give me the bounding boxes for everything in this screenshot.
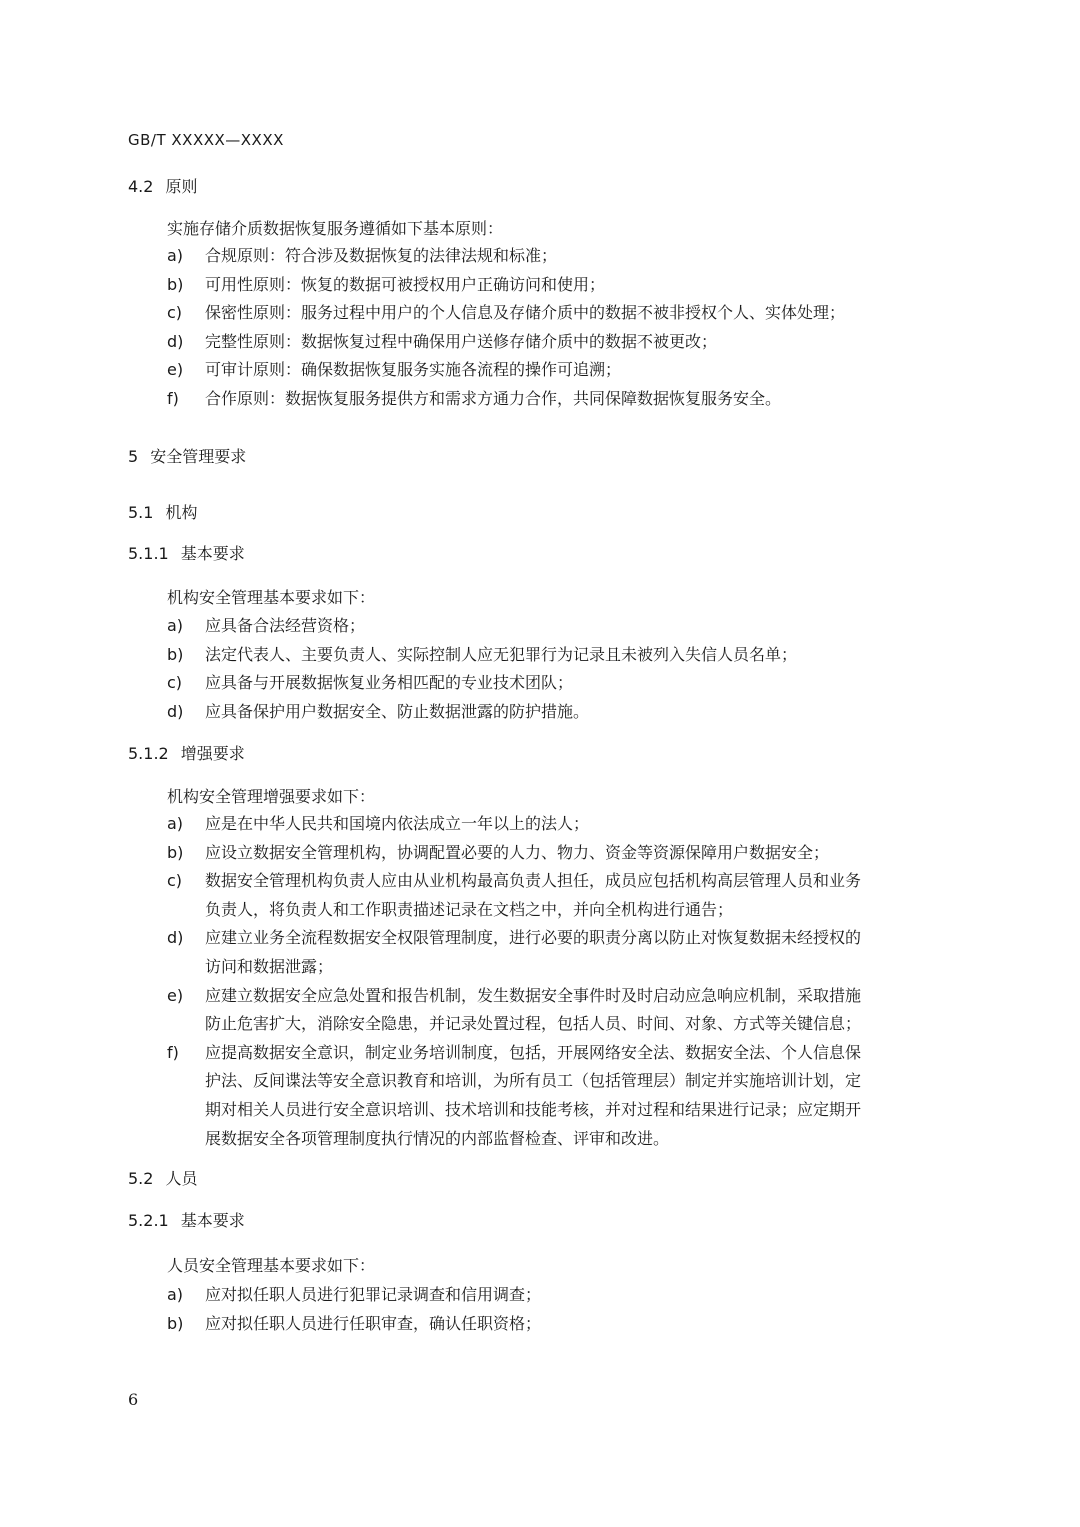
item-label: a) (167, 246, 184, 265)
item-label: e) (167, 360, 184, 380)
item-text: 应对拟任职人员进行任职审查，确认任职资格； (205, 1313, 542, 1333)
item-text: 应建立业务全流程数据安全权限管理制度，进行必要的职责分离以防止对恢复数据未经授权的 (205, 928, 862, 948)
item-label: c) (167, 871, 183, 891)
section-title: 原则 (165, 177, 198, 196)
item-label: d) (167, 331, 184, 351)
item-text: 可审计原则：确保数据恢复服务实施各流程的操作可追溯； (205, 360, 622, 380)
list-item (167, 867, 987, 924)
list-item (167, 1310, 987, 1339)
section-number: 5.2.1 (128, 1211, 169, 1230)
list-item (167, 356, 987, 385)
item-text: 负责人，将负责人和工作职责描述记录在文档之中，并向全机构进行通告； (205, 899, 734, 919)
section-number: 4.2 (128, 177, 154, 196)
list-item (167, 982, 987, 1039)
item-label: c) (167, 673, 183, 693)
item-text: 防止危害扩大，消除安全隐患，并记录处置过程，包括人员、时间、对象、方式等关键信息； (205, 1014, 862, 1034)
item-label: f) (167, 388, 179, 408)
section-heading (128, 1168, 197, 1190)
item-text: 应设立数据安全管理机构，协调配置必要的人力、物力、资金等资源保障用户数据安全； (205, 842, 830, 862)
page-number: 6 (128, 1390, 139, 1409)
section-heading (128, 1210, 245, 1232)
item-text: 展数据安全各项管理制度执行情况的内部监督检查、评审和改进。 (205, 1128, 670, 1148)
item-text: 合作原则：数据恢复服务提供方和需求方通力合作，共同保障数据恢复服务安全。 (205, 388, 782, 408)
section-heading (128, 176, 197, 198)
item-label: a) (167, 616, 184, 635)
section-heading (128, 502, 197, 524)
item-text: 护法、反间谍法等安全意识教育和培训，为所有员工（包括管理层）制定并实施培训计划，定 (205, 1071, 862, 1091)
section-title: 增强要求 (180, 744, 245, 763)
list-item (167, 1281, 987, 1310)
item-text: 可用性原则：恢复的数据可被授权用户正确访问和使用； (205, 274, 606, 294)
section-heading (128, 743, 245, 765)
list-item (167, 1039, 987, 1153)
item-text: 期对相关人员进行安全意识培训、技术培训和技能考核，并对过程和结果进行记录；应定期开 (205, 1099, 862, 1119)
list-item (167, 271, 987, 300)
section-title: 机构 (165, 503, 198, 522)
item-label: b) (167, 842, 184, 862)
item-label: d) (167, 701, 184, 721)
requirement-list (167, 810, 987, 1153)
list-item (167, 328, 987, 357)
section-number: 5.1 (128, 503, 154, 522)
list-item (167, 385, 987, 414)
item-label: f) (167, 1042, 179, 1062)
list-item (167, 924, 987, 981)
list-item (167, 641, 987, 670)
item-text: 应具备保护用户数据安全、防止数据泄露的防护措施。 (205, 701, 590, 721)
section-title: 安全管理要求 (150, 447, 247, 466)
requirement-list (167, 612, 987, 726)
item-text: 数据安全管理机构负责人应由从业机构最高负责人担任，成员应包括机构高层管理人员和业务 (205, 871, 862, 891)
section-number: 5.2 (128, 1169, 154, 1188)
section-heading (128, 446, 246, 468)
item-text: 法定代表人、主要负责人、实际控制人应无犯罪行为记录且未被列入失信人员名单； (205, 644, 798, 664)
requirement-list (167, 1281, 987, 1338)
list-item (167, 299, 987, 328)
item-text: 应具备合法经营资格； (205, 616, 366, 635)
item-text: 保密性原则：服务过程中用户的个人信息及存储介质中的数据不被非授权个人、实体处理； (205, 303, 846, 323)
item-text: 应是在中华人民共和国境内依法成立一年以上的法人； (205, 814, 590, 833)
item-label: c) (167, 303, 183, 323)
section-title: 人员 (165, 1169, 198, 1188)
item-text: 应建立数据安全应急处置和报告机制，发生数据安全事件时及时启动应急响应机制，采取措施 (205, 985, 862, 1005)
list-item (167, 242, 987, 271)
item-label: b) (167, 274, 184, 294)
requirement-list (167, 242, 987, 414)
section-intro: 人员安全管理基本要求如下： (167, 1256, 376, 1275)
item-label: b) (167, 1313, 184, 1333)
section-number: 5.1.1 (128, 544, 169, 563)
list-item (167, 839, 987, 868)
item-label: a) (167, 1285, 184, 1304)
item-label: b) (167, 644, 184, 664)
section-intro: 机构安全管理基本要求如下： (167, 588, 376, 607)
list-item (167, 669, 987, 698)
item-label: a) (167, 814, 184, 833)
section-heading (128, 543, 245, 565)
list-item (167, 698, 987, 727)
item-text: 应提高数据安全意识，制定业务培训制度，包括，开展网络安全法、数据安全法、个人信息保 (205, 1042, 862, 1062)
item-text: 完整性原则：数据恢复过程中确保用户送修存储介质中的数据不被更改； (205, 331, 718, 351)
item-label: d) (167, 928, 184, 948)
section-title: 基本要求 (180, 1211, 245, 1230)
item-label: e) (167, 985, 184, 1005)
item-text: 应具备与开展数据恢复业务相匹配的专业技术团队； (205, 673, 574, 693)
list-item (167, 810, 987, 839)
item-text: 应对拟任职人员进行犯罪记录调查和信用调查； (205, 1285, 542, 1304)
item-text: 合规原则：符合涉及数据恢复的法律法规和标准； (205, 246, 558, 265)
section-number: 5 (128, 447, 139, 466)
section-number: 5.1.2 (128, 744, 169, 763)
item-text: 访问和数据泄露； (205, 956, 334, 976)
list-item (167, 612, 987, 641)
section-intro: 实施存储介质数据恢复服务遵循如下基本原则： (167, 219, 504, 238)
document-code: GB/T XXXXX—XXXX (128, 131, 284, 149)
section-title: 基本要求 (180, 544, 245, 563)
section-intro: 机构安全管理增强要求如下： (167, 787, 376, 806)
